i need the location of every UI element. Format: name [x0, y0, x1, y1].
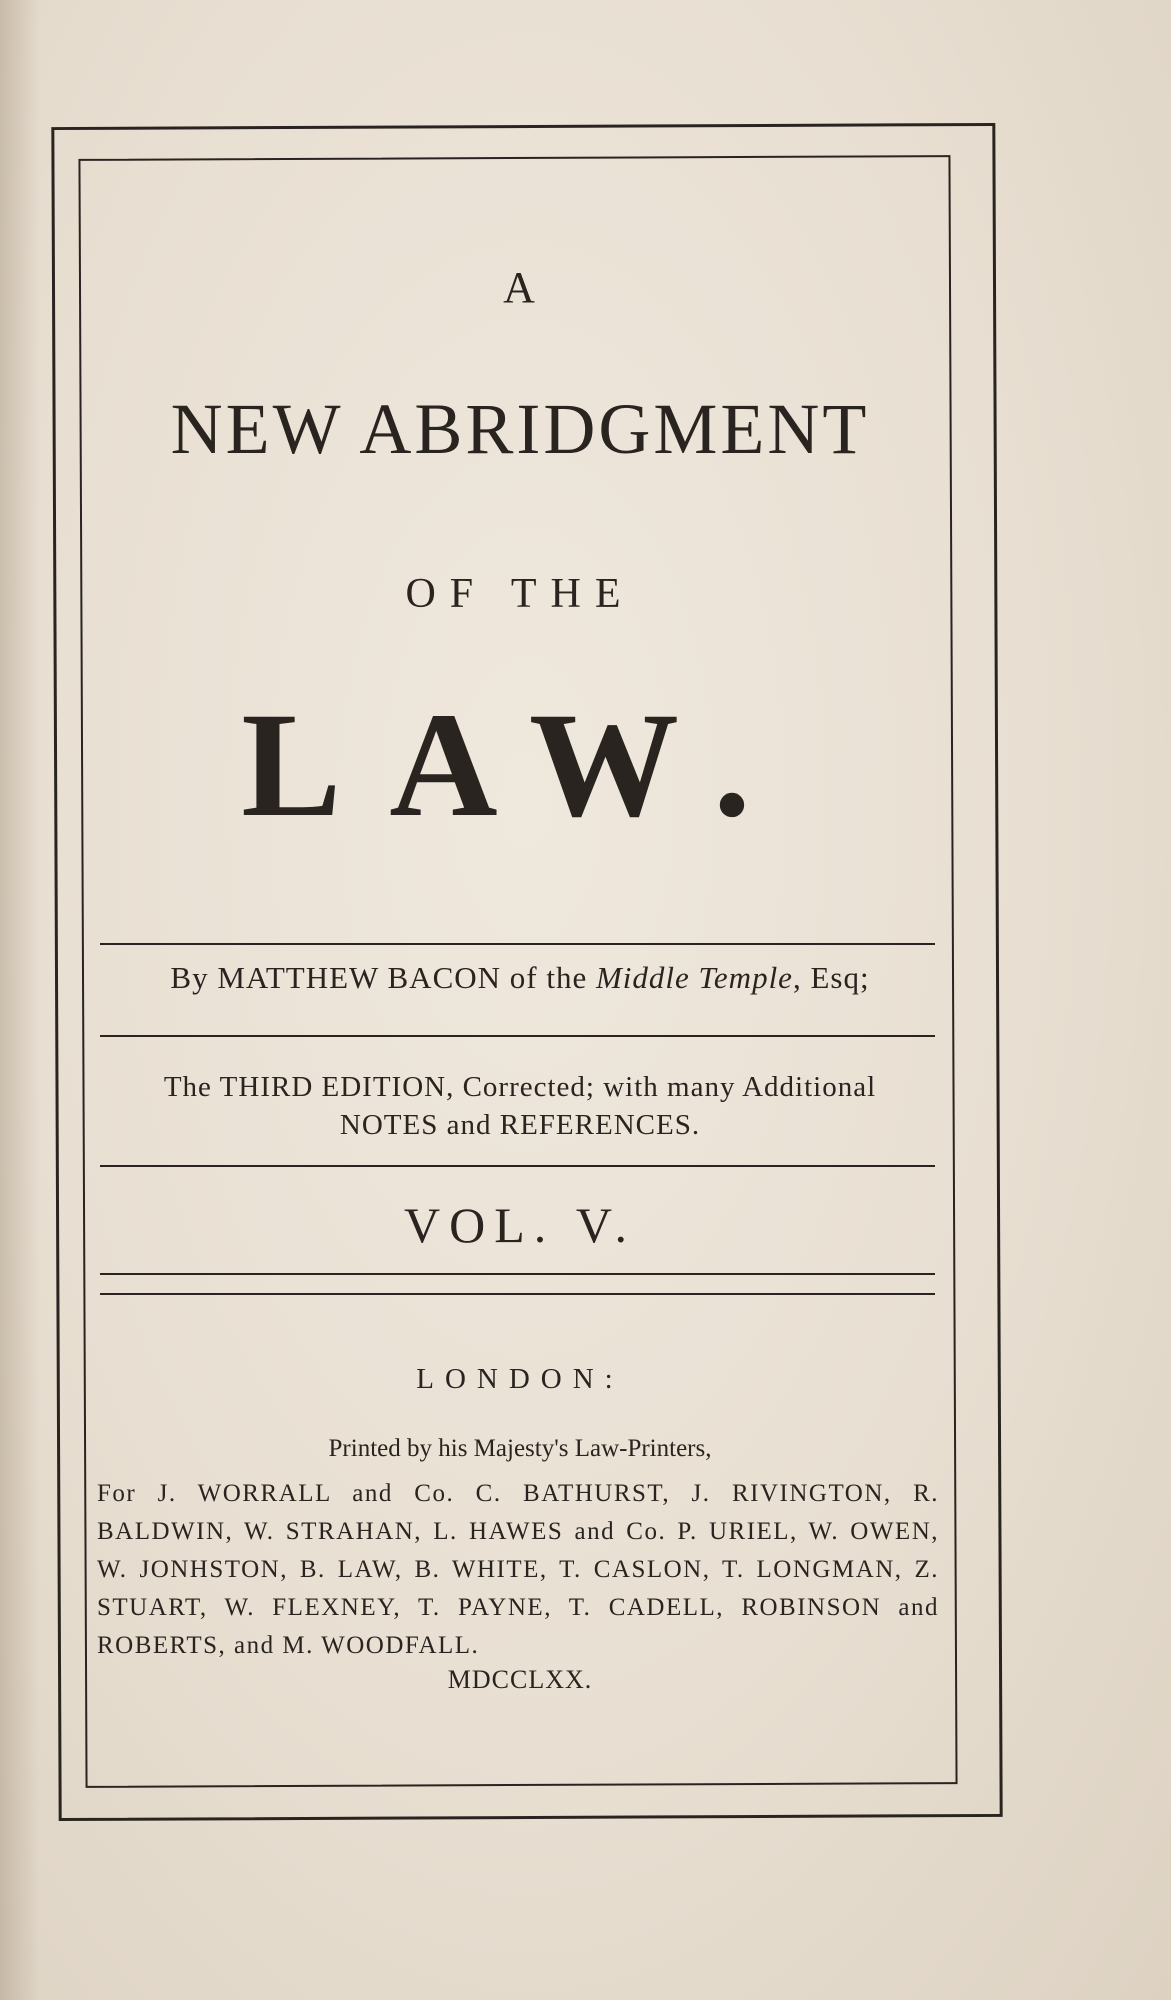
edition-line-1: The THIRD EDITION, Corrected; with many Additional — [163, 1071, 877, 1103]
volume-number: VOL. V. — [403, 1197, 637, 1253]
imprint-booksellers: For J. WORRALL and Co. C. BATHURST, J. RIVINGTON, R. BALDWIN, W. STRAHAN, L. HAWES and Co. P. URIEL, W. OWEN, W. JONHSTON, B. LAW, B. WHITE, T. CASLON, T. LONGMAN, Z. STUART, W. FLEXNEY, T. PAYNE, T. CADELL, ROBINSON and ROBERTS, and M. WOODFALL. — [97, 1480, 939, 1659]
book-gutter-shadow — [0, 0, 40, 2000]
title-connector: OF THE — [405, 571, 635, 617]
divider-rule — [100, 1165, 935, 1167]
title-law: LAW. — [241, 682, 799, 848]
edition-statement — [100, 1068, 940, 1144]
author-suffix: , Esq; — [792, 960, 870, 995]
divider-rule — [100, 1035, 935, 1037]
title-article: A — [503, 263, 537, 312]
publication-date: MDCCLXX. — [447, 1665, 593, 1694]
author-prefix: By MATTHEW BACON of the — [170, 960, 596, 995]
divider-rule — [100, 1273, 935, 1275]
divider-rule — [100, 943, 935, 945]
author-institution: Middle Temple — [595, 960, 793, 995]
divider-rule — [100, 1293, 935, 1295]
title-main: NEW ABRIDGMENT — [170, 389, 870, 469]
author-line — [100, 960, 940, 996]
edition-line-2: NOTES and REFERENCES. — [339, 1109, 701, 1141]
printer-statement: Printed by his Majesty's Law-Printers, — [328, 1435, 712, 1462]
place-of-publication: LONDON: — [416, 1363, 624, 1395]
